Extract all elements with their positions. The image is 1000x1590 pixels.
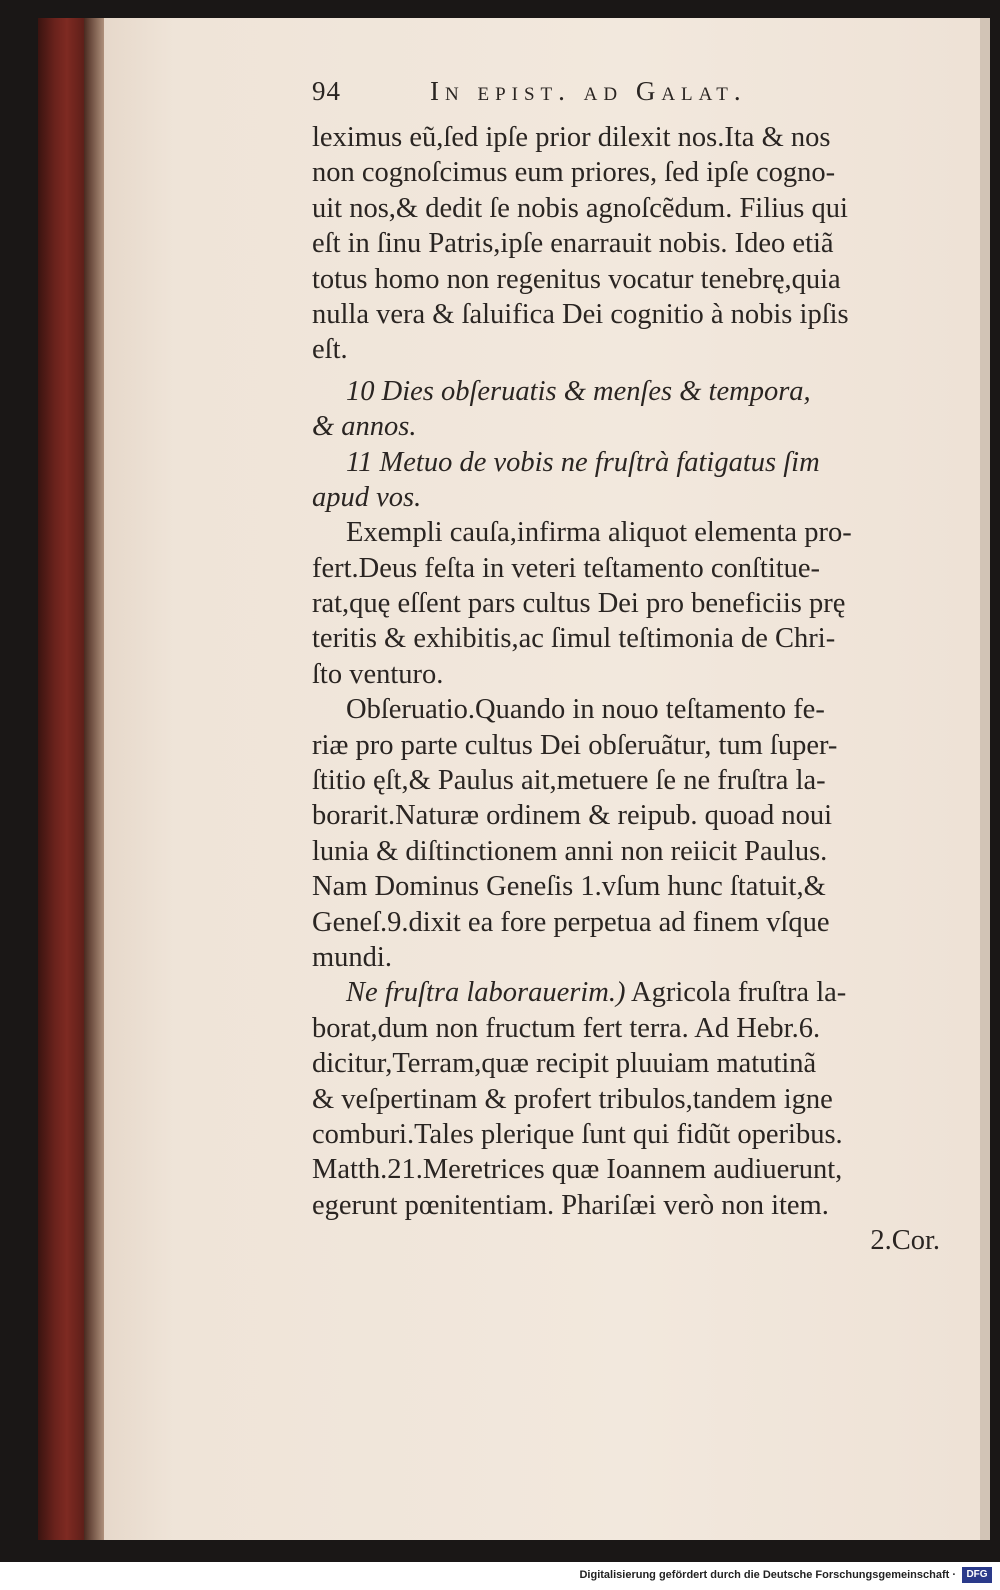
page-header	[312, 70, 948, 120]
text-line: mundi.	[312, 941, 392, 973]
funding-credit: Digitalisierung gefördert durch die Deutsche Forschungsgemeinschaft ·	[579, 1569, 956, 1581]
text-line: uit nos,& dedit ſe nobis agnoſcẽdum. Filius qui	[312, 192, 848, 224]
text-line: fert.Deus feſta in veteri teſtamento conſtitue-	[312, 552, 821, 584]
text-line: & veſpertinam & profert tribulos,tandem igne	[312, 1083, 833, 1115]
text-line: lunia & diſtinctionem anni non reiicit Paulus.	[312, 835, 828, 867]
body-paragraph	[312, 120, 948, 368]
text-line: egerunt pœnitentiam. Phariſæi verò non item.	[312, 1189, 829, 1221]
text-line	[312, 975, 948, 1010]
text-line: Nam Dominus Geneſis 1.vſum hunc ſtatuit,&	[312, 871, 826, 903]
text-line: leximus eũ,ſed ipſe prior dilexit nos.Ita & nos	[312, 122, 831, 153]
text-run: Agricola fruſtra la-	[625, 977, 847, 1009]
text-line: ſtitio ęſt,& Paulus ait,metuere ſe ne fruſtra la-	[312, 765, 826, 797]
page-text-block	[312, 70, 948, 1259]
running-title: In epist. ad Galat.	[430, 76, 747, 106]
text-line: riæ pro parte cultus Dei obſeruãtur, tum ſuper-	[312, 729, 838, 761]
verse-line: 11 Metuo de vobis ne fruſtrà fatigatus ſim	[346, 446, 820, 478]
text-line: eſt in ſinu Patris,ipſe enarrauit nobis. Ideo etiã	[312, 228, 834, 260]
verse-line: 10 Dies obſeruatis & menſes & tempora,	[346, 375, 811, 407]
text-line: rat,quę eſſent pars cultus Dei pro beneficiis prę	[312, 588, 846, 620]
text-line: ſto venturo.	[312, 658, 444, 690]
commentary-paragraph-2	[312, 692, 948, 975]
scripture-verses	[312, 374, 948, 516]
text-line: dicitur,Terram,quæ recipit pluuiam matutinã	[312, 1048, 817, 1080]
text-line: Obſeruatio.Quando in nouo teſtamento fe-	[346, 694, 825, 726]
page-edge	[980, 18, 990, 1540]
verse-line: & annos.	[312, 411, 417, 443]
verse-line: apud vos.	[312, 481, 422, 513]
text-line: Exempli cauſa,infirma aliquot elementa pro-	[346, 517, 852, 549]
lemma: Ne fruſtra laborauerim.)	[346, 977, 626, 1009]
text-line: non cognoſcimus eum priores, ſed ipſe cogno-	[312, 157, 836, 189]
text-line: teritis & exhibitis,ac ſimul teſtimonia de Chri-	[312, 623, 836, 655]
text-line: borarit.Naturæ ordinem & reipub. quoad noui	[312, 800, 833, 832]
text-line: borat,dum non fructum fert terra. Ad Hebr.6.	[312, 1012, 821, 1044]
text-line: eſt.	[312, 334, 348, 366]
binding-shadow	[84, 18, 106, 1540]
page-number: 94	[312, 76, 341, 106]
text-line: totus homo non regenitus vocatur tenebrę,quia	[312, 263, 841, 295]
text-line: nulla vera & ſaluifica Dei cognitio à nobis ipſis	[312, 298, 849, 330]
text-line: Matth.21.Meretrices quæ Ioannem audiuerunt,	[312, 1154, 843, 1186]
text-line: comburi.Tales plerique ſunt qui fidũt operibus.	[312, 1118, 843, 1150]
commentary-paragraph-1	[312, 515, 948, 692]
commentary-paragraph-3	[312, 975, 948, 1223]
catchword: 2.Cor.	[870, 1225, 940, 1257]
book-binding	[38, 18, 86, 1540]
text-line: Geneſ.9.dixit ea fore perpetua ad finem vſque	[312, 906, 830, 938]
dfg-logo: DFG	[962, 1567, 992, 1583]
digitization-footer	[0, 1562, 1000, 1590]
